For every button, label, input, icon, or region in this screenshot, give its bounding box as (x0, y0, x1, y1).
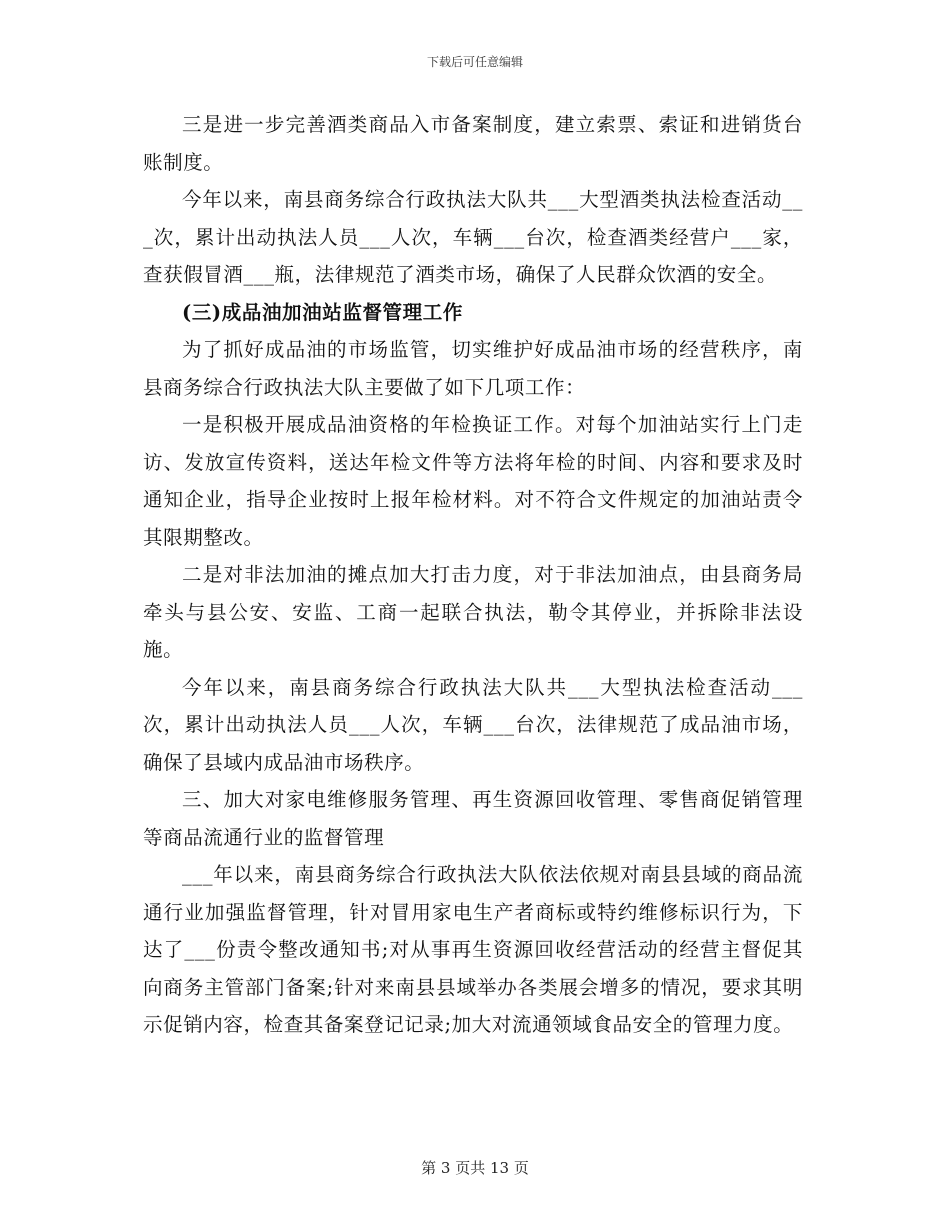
paragraph-5: 二是对非法加油的摊点加大打击力度，对于非法加油点，由县商务局牵头与县公安、安监、工商一起联合执法，勒令其停业，并拆除非法设施。 (143, 563, 803, 661)
paragraph-1: 三是进一步完善酒类商品入市备案制度，建立索票、索证和进销货台账制度。 (143, 113, 803, 174)
section-heading: (三)成品油加油站监督管理工作 (182, 300, 463, 324)
paragraph-7: 三、加大对家电维修服务管理、再生资源回收管理、零售商促销管理等商品流通行业的监督管理 (143, 788, 803, 849)
page-number-footer: 第 3 页共 13 页 (421, 1159, 529, 1177)
paragraph-8: ___年以来，南县商务综合行政执法大队依法依规对南县县域的商品流通行业加强监督管理，针对冒用家电生产者商标或特约维修标识行为，下达了___份责令整改通知书;对从事再生资源回收经营活动的经营主督促其向商务主管部门备案;针对来南县县域举办各类展会增多的情况，要求其明示促销内容，检查其备案登记记录;加大对流通领域食品安全的管理力度。 (143, 863, 803, 1036)
paragraph-4: 一是积极开展成品油资格的年检换证工作。对每个加油站实行上门走访、发放宣传资料，送达年检文件等方法将年检的时间、内容和要求及时通知企业，指导企业按时上报年检材料。对不符合文件规定的加油站责令其限期整改。 (143, 413, 803, 549)
document-body (143, 106, 803, 1044)
paragraph-3: 为了抓好成品油的市场监管，切实维护好成品油市场的经营秩序，南县商务综合行政执法大队主要做了如下几项工作： (143, 338, 803, 399)
paragraph-6: 今年以来，南县商务综合行政执法大队共___大型执法检查活动___次，累计出动执法人员___人次，车辆___台次，法律规范了成品油市场，确保了县域内成品油市场秩序。 (143, 675, 803, 774)
page-header: 下载后可任意编辑 (426, 55, 523, 69)
paragraph-2: 今年以来，南县商务综合行政执法大队共___大型酒类执法检查活动___次，累计出动执法人员___人次，车辆___台次，检查酒类经营户___家，查获假冒酒___瓶，法律规范了酒类市场，确保了人民群众饮酒的安全。 (143, 188, 803, 286)
